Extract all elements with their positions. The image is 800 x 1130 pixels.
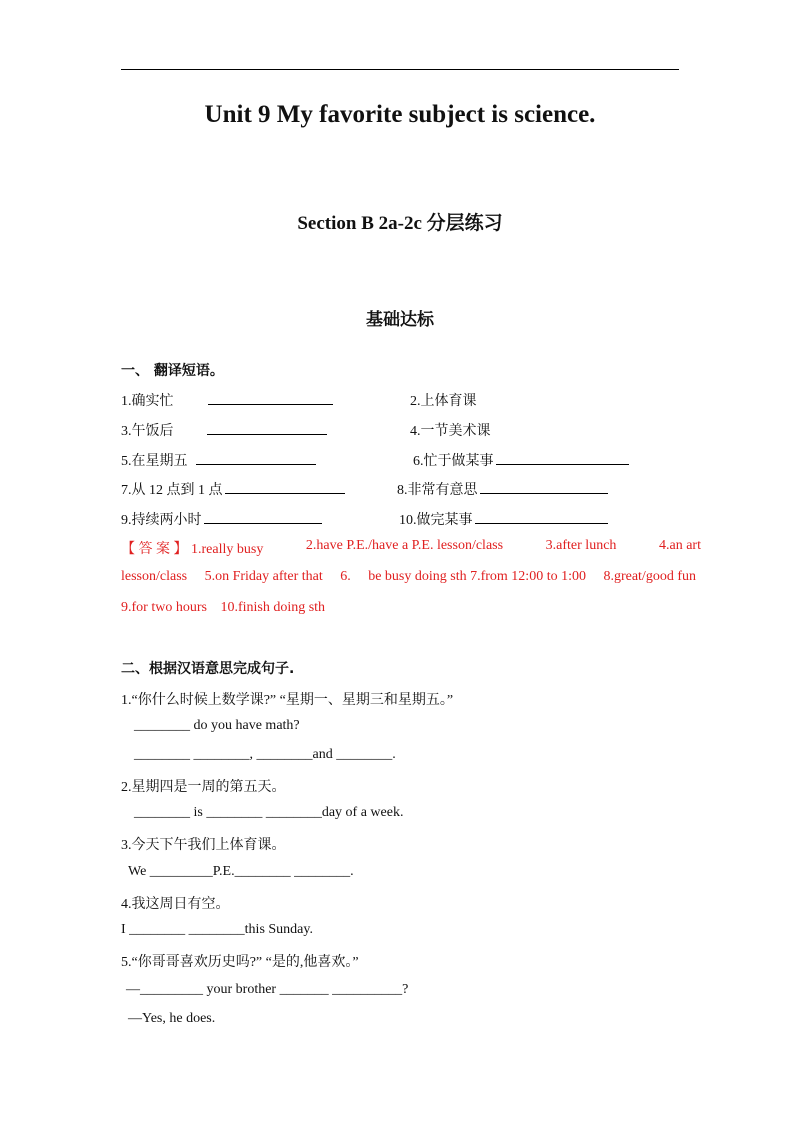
answer-text: 4.an art — [659, 538, 701, 553]
answer-text: lesson/class — [121, 569, 188, 584]
sentence-line: 3.今天下午我们上体育课。 — [121, 838, 286, 853]
top-rule — [121, 69, 679, 70]
phrase-item: 4.一节美术课 — [410, 424, 491, 439]
answer-blank[interactable] — [204, 509, 322, 524]
answer-text: be busy doing sth 7.from 12:00 to 1:00 — [368, 569, 586, 584]
part2-heading: 二、根据汉语意思完成句子. — [121, 661, 295, 677]
answer-text: 10.finish doing sth — [220, 600, 326, 615]
phrase-item: 7.从 12 点到 1 点 — [121, 479, 345, 499]
level-heading: 基础达标 — [366, 310, 434, 330]
answer-text: 9.for two hours — [121, 600, 207, 615]
phrase-item: 3.午饭后 — [121, 420, 327, 440]
part1-heading: 一、 翻译短语。 — [121, 363, 224, 379]
section-title: Section B 2a-2c 分层练习 — [297, 213, 503, 234]
answer-text: 3.after lunch — [545, 538, 617, 553]
answer-line — [121, 538, 701, 558]
sentence-line: 2.星期四是一周的第五天。 — [121, 780, 286, 795]
phrase-item: 1.确实忙 — [121, 390, 333, 410]
answer-blank[interactable] — [225, 479, 345, 494]
sentence-line[interactable]: We _________P.E.________ ________. — [128, 864, 354, 879]
sentence-line[interactable]: ________ is ________ ________day of a week. — [134, 805, 404, 820]
answer-blank[interactable] — [208, 390, 333, 405]
answer-blank[interactable] — [475, 509, 608, 524]
answer-blank[interactable] — [480, 479, 608, 494]
answer-blank[interactable] — [196, 450, 316, 465]
sentence-line: 5.“你哥哥喜欢历史吗?” “是的,他喜欢。” — [121, 955, 359, 970]
answer-text: 8.great/good fun — [603, 569, 696, 584]
phrase-item: 8.非常有意思 — [397, 479, 608, 499]
sentence-line[interactable]: —_________ your brother _______ __________? — [126, 982, 409, 997]
sentence-line[interactable]: ________ ________, ________and ________. — [134, 747, 396, 762]
phrase-item: 5.在星期五 — [121, 450, 316, 470]
phrase-item: 6.忙于做某事 — [413, 450, 629, 470]
phrase-item: 9.持续两小时 — [121, 509, 322, 529]
sentence-line[interactable]: I ________ ________this Sunday. — [121, 922, 313, 937]
page-title: Unit 9 My favorite subject is science. — [204, 101, 596, 128]
answer-line — [121, 600, 325, 616]
answer-text: 5.on Friday after that — [204, 569, 323, 584]
answer-text: 6. — [340, 569, 351, 584]
phrase-item: 2.上体育课 — [410, 394, 477, 409]
answer-line — [121, 569, 696, 585]
sentence-line: —Yes, he does. — [128, 1011, 216, 1026]
phrase-item: 10.做完某事 — [399, 509, 608, 529]
answer-blank[interactable] — [496, 450, 629, 465]
sentence-line[interactable]: ________ do you have math? — [134, 718, 300, 733]
answer-text: 【 答 案 】 1.really busy — [121, 542, 264, 557]
answer-blank[interactable] — [207, 420, 327, 435]
answer-text: 2.have P.E./have a P.E. lesson/class — [305, 538, 504, 553]
sentence-line: 4.我这周日有空。 — [121, 897, 230, 912]
sentence-line: 1.“你什么时候上数学课?” “星期一、星期三和星期五。” — [121, 693, 454, 708]
